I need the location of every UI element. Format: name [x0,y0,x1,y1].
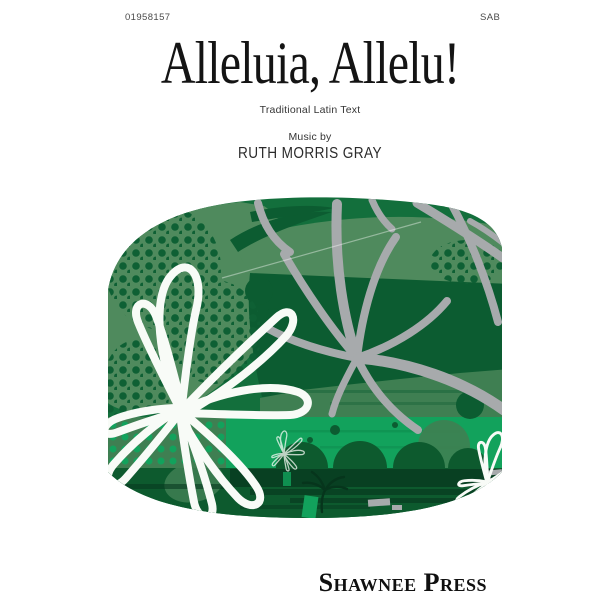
voicing-label: SAB [480,12,501,23]
text-source-credit: Traditional Latin Text [259,104,361,116]
publisher-logo: Shawnee Press [318,568,487,597]
composer-name: RUTH MORRIS GRAY [237,145,383,162]
page-title: Alleluia, Allelu! [160,30,460,96]
catalog-number: 01958157 [125,12,171,23]
music-by-label: Music by [288,131,332,143]
